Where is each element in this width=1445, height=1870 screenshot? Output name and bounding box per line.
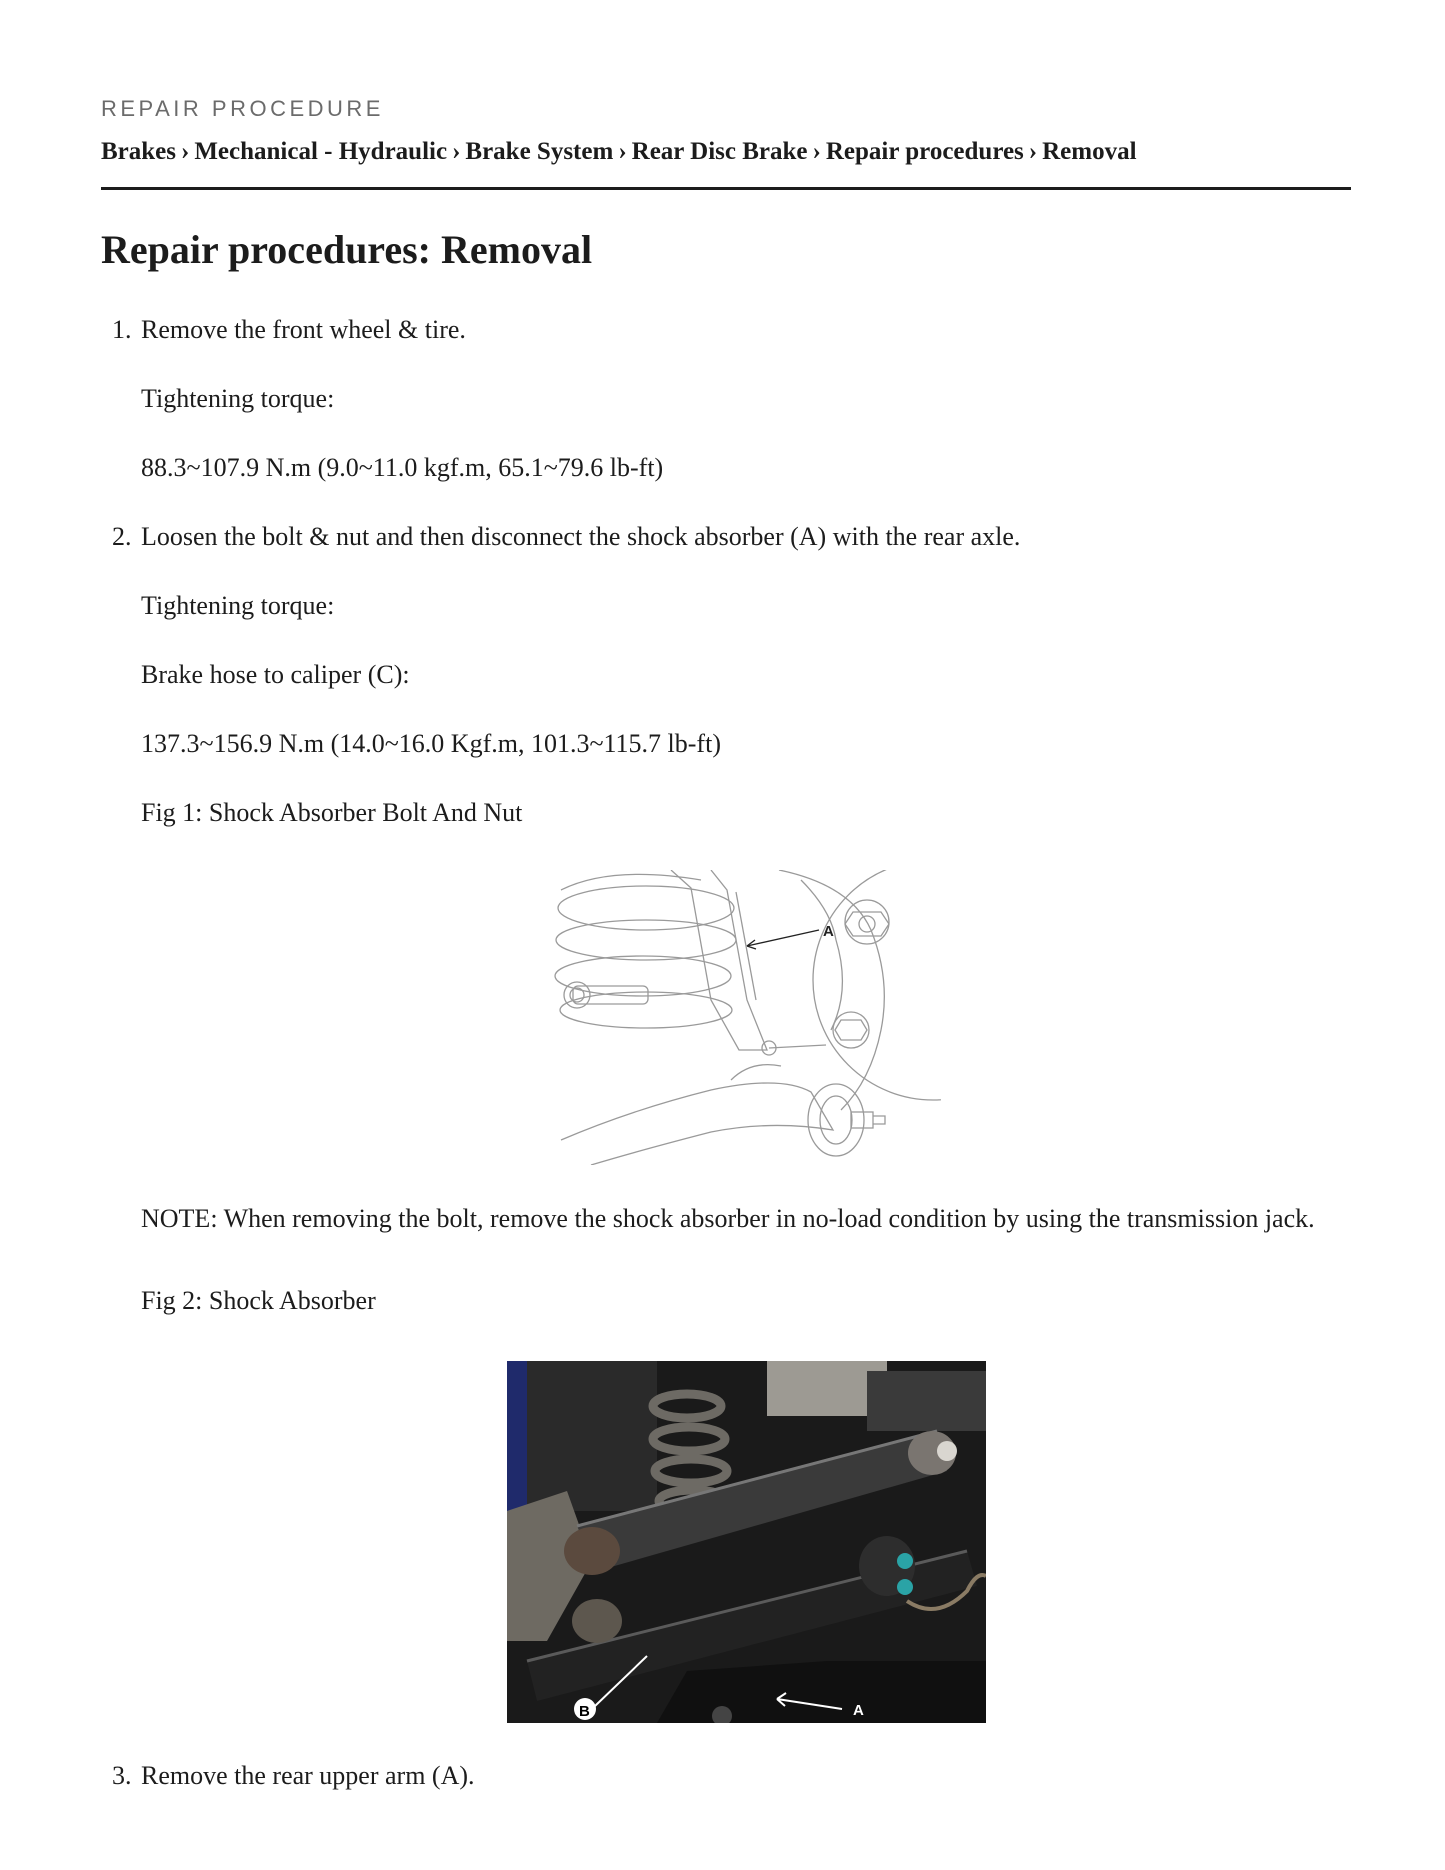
figure-caption: Fig 2: Shock Absorber bbox=[141, 1286, 376, 1315]
section-kicker: REPAIR PROCEDURE bbox=[101, 96, 384, 121]
note-text: NOTE: When removing the bolt, remove the shock absorber in no-load condition by using the transmission jack. bbox=[141, 1204, 1315, 1233]
callout-label: A bbox=[853, 1702, 864, 1719]
breadcrumb-item[interactable]: Rear Disc Brake bbox=[631, 138, 808, 165]
torque-label: Tightening torque: bbox=[141, 591, 335, 620]
step-number: 1. bbox=[112, 315, 132, 344]
step-text: Loosen the bolt & nut and then disconnect the shock absorber (A) with the rear axle. bbox=[141, 522, 1021, 551]
page-title: Repair procedures: Removal bbox=[101, 227, 593, 272]
torque-value: 88.3~107.9 N.m (9.0~11.0 kgf.m, 65.1~79.6 lb-ft) bbox=[141, 453, 664, 482]
step-text: Remove the rear upper arm (A). bbox=[141, 1761, 475, 1790]
breadcrumb-item-current: Removal bbox=[1042, 138, 1137, 165]
step-number: 2. bbox=[112, 522, 132, 551]
torque-sub-label: Brake hose to caliper (C): bbox=[141, 660, 410, 689]
torque-value: 137.3~156.9 N.m (14.0~16.0 Kgf.m, 101.3~115.7 lb-ft) bbox=[141, 729, 721, 758]
breadcrumb-separator: › bbox=[181, 138, 190, 165]
header-divider bbox=[101, 187, 1351, 190]
figure-caption: Fig 1: Shock Absorber Bolt And Nut bbox=[141, 798, 523, 827]
breadcrumb-item[interactable]: Brake System bbox=[465, 138, 614, 165]
breadcrumb-separator: › bbox=[618, 138, 627, 165]
callout-label: B bbox=[579, 1703, 590, 1720]
breadcrumb-item[interactable]: Repair procedures bbox=[825, 138, 1024, 165]
breadcrumb-separator: › bbox=[812, 138, 821, 165]
breadcrumb-item[interactable]: Brakes bbox=[101, 138, 176, 165]
breadcrumb-separator: › bbox=[452, 138, 461, 165]
step-text: Remove the front wheel & tire. bbox=[141, 315, 466, 344]
breadcrumb bbox=[101, 138, 1137, 166]
shock-absorber-diagram bbox=[551, 870, 941, 1165]
step-number: 3. bbox=[112, 1761, 132, 1790]
breadcrumb-item[interactable]: Mechanical - Hydraulic bbox=[194, 138, 448, 165]
callout-label: A bbox=[823, 923, 834, 940]
torque-label: Tightening torque: bbox=[141, 384, 335, 413]
shock-absorber-photo bbox=[507, 1361, 986, 1723]
breadcrumb-separator: › bbox=[1028, 138, 1038, 165]
